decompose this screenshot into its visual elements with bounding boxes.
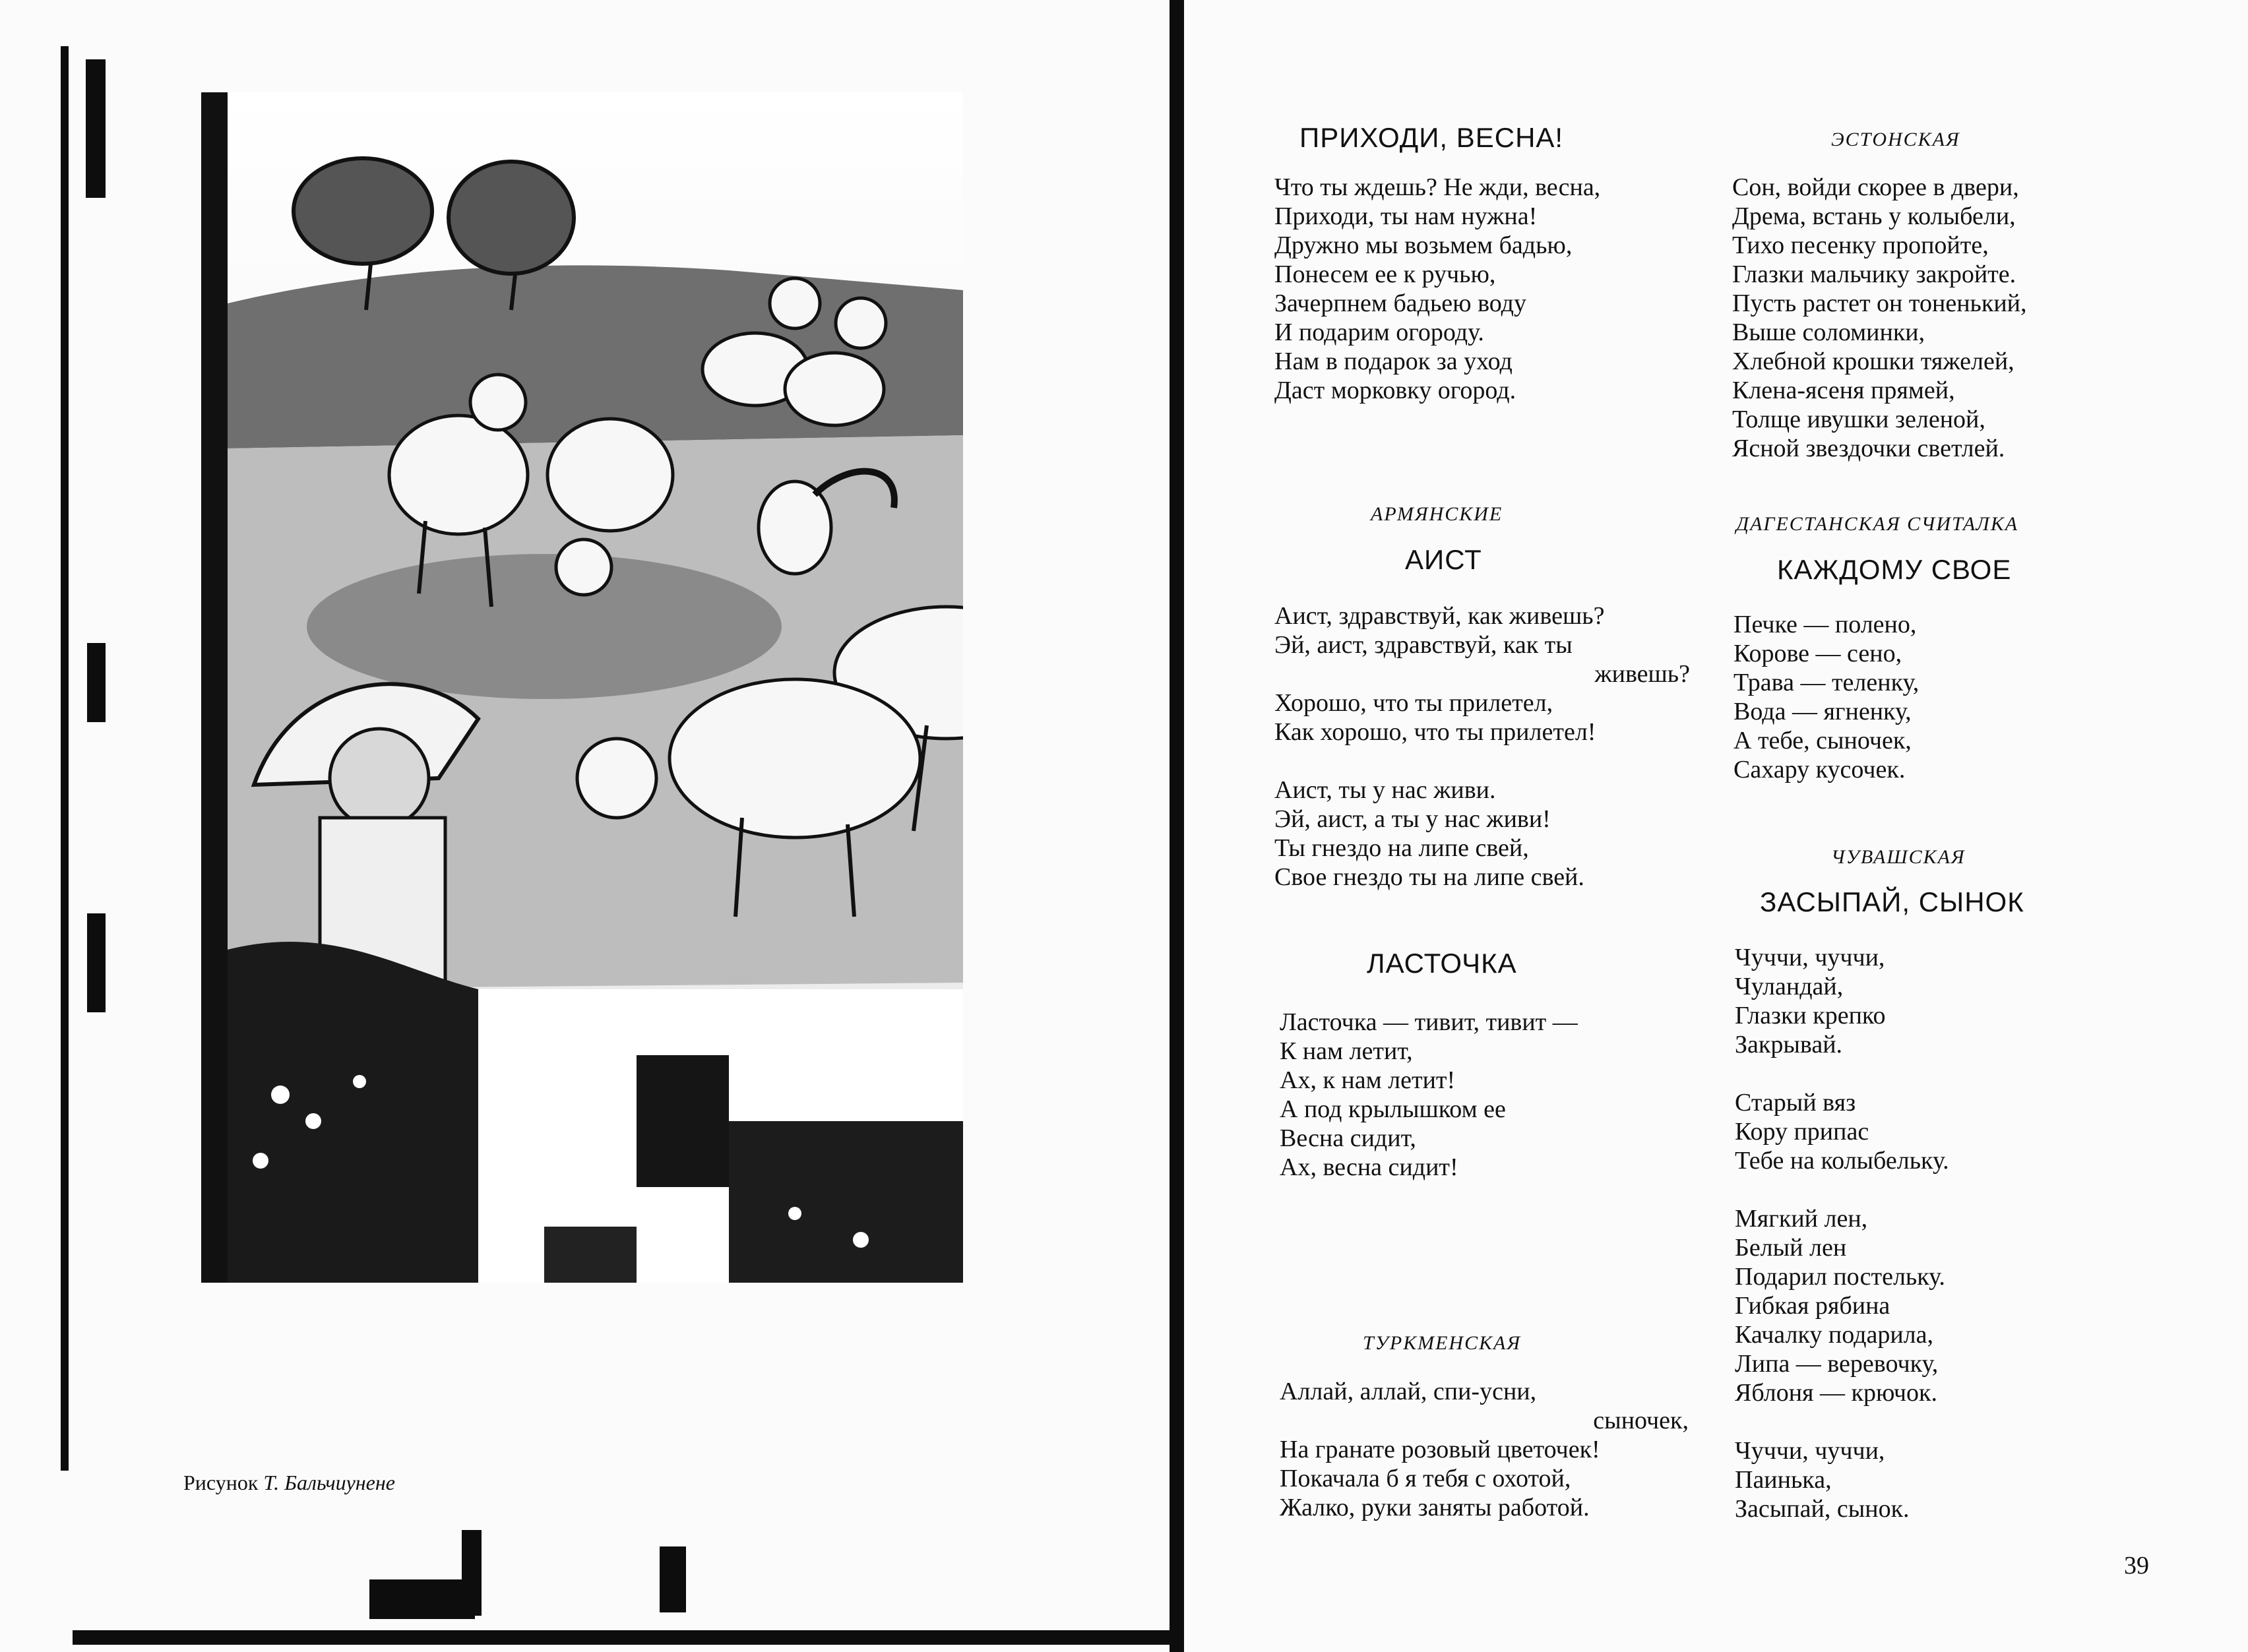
- poem-line: Ласточка — тивит, тивит —: [1280, 1008, 1578, 1036]
- scan-edge-left: [61, 46, 69, 1471]
- poem-line: живешь?: [1594, 660, 1690, 688]
- poem-kazhdomu-svoe: [1733, 610, 1919, 784]
- stanza-gap: [1735, 1059, 1949, 1088]
- poem-line: Чуландай,: [1735, 973, 1844, 1000]
- scan-edge-bottom: [73, 1630, 1174, 1645]
- poem-line: К нам летит,: [1280, 1037, 1413, 1065]
- poem-line: Глазки мальчику закройте.: [1732, 260, 2016, 288]
- poem-zasypai-synok: [1735, 943, 1949, 1523]
- poem-line: Жалко, руки заняты работой.: [1280, 1494, 1590, 1521]
- poem-line: Свое гнездо ты на липе свей.: [1274, 863, 1584, 891]
- poem-line: Эй, аист, здравствуй, как ты: [1274, 631, 1573, 659]
- poem-line: Ах, весна сидит!: [1280, 1153, 1458, 1181]
- poem-line: Приходи, ты нам нужна!: [1274, 202, 1538, 230]
- poem-line: Паинька,: [1735, 1466, 1832, 1494]
- poem-line: Чуччи, чуччи,: [1735, 944, 1885, 971]
- poem-line: Эй, аист, а ты у нас живи!: [1274, 805, 1551, 833]
- poem-line: Сон, войди скорее в двери,: [1732, 173, 2019, 201]
- poem-line: Выше соломинки,: [1732, 319, 1925, 346]
- caption-author: Т. Бальчиунене: [263, 1471, 395, 1494]
- scan-edge-left-mark: [86, 59, 106, 198]
- poem-line: Даст морковку огород.: [1274, 377, 1516, 404]
- poem-line: На гранате розовый цветочек!: [1280, 1436, 1600, 1463]
- poem-line: Засыпай, сынок.: [1735, 1495, 1910, 1523]
- poem-line: И подарим огороду.: [1274, 319, 1484, 346]
- poem-line: Качалку подарила,: [1735, 1321, 1933, 1349]
- poem-line: Корове — сено,: [1733, 640, 1902, 667]
- poem-line: Сахару кусочек.: [1733, 756, 1906, 783]
- poem-title-aist: АИСТ: [1405, 544, 1482, 575]
- poem-line: Трава — теленку,: [1733, 669, 1920, 696]
- origin-armenian: АРМЯНСКИЕ: [1371, 503, 1503, 525]
- poem-line: сыночек,: [1593, 1407, 1689, 1434]
- origin-dagestan: ДАГЕСТАНСКАЯ СЧИТАЛКА: [1736, 513, 2019, 535]
- poem-line: Старый вяз: [1735, 1089, 1856, 1117]
- poem-line: Пусть растет он тоненький,: [1732, 290, 2027, 317]
- poem-title-zasypai-synok: ЗАСЫПАЙ, СЫНОК: [1760, 886, 2024, 917]
- poem-line: Подарил постельку.: [1735, 1263, 1945, 1291]
- illustration-caption: [183, 1471, 395, 1495]
- poem-title-prihodi-vesna: ПРИХОДИ, ВЕСНА!: [1299, 122, 1564, 153]
- stanza-gap: [1274, 747, 1690, 776]
- poem-lastochka: [1280, 1008, 1578, 1182]
- poem-line: Закрывай.: [1735, 1031, 1843, 1058]
- scan-bottom-block: [369, 1579, 475, 1619]
- poem-aist: [1274, 601, 1690, 892]
- poem-line: Вода — ягненку,: [1733, 698, 1912, 725]
- book-illustration: [201, 92, 963, 1283]
- stanza-gap: [1735, 1175, 1949, 1204]
- poem-line: Белый лен: [1735, 1234, 1847, 1262]
- poem-line: Ясной звездочки светлей.: [1732, 435, 2005, 462]
- poem-line: Хлебной крошки тяжелей,: [1732, 348, 2014, 375]
- poem-line: Липа — веревочку,: [1735, 1350, 1939, 1378]
- poem-line: Понесем ее к ручью,: [1274, 260, 1496, 288]
- poem-line: Весна сидит,: [1280, 1124, 1416, 1152]
- poem-line: Мягкий лен,: [1735, 1205, 1868, 1233]
- poem-line: Зачерпнем бадьею воду: [1274, 290, 1526, 317]
- poem-line: Ты гнездо на липе свей,: [1274, 834, 1529, 862]
- caption-prefix: Рисунок: [183, 1471, 259, 1494]
- poem-line: А под крылышком ее: [1280, 1095, 1506, 1123]
- scan-edge-left-mark: [87, 913, 106, 1012]
- poem-line: Яблоня — крючок.: [1735, 1379, 1937, 1407]
- origin-turkmen: ТУРКМЕНСКАЯ: [1363, 1332, 1522, 1354]
- scan-bottom-block: [660, 1546, 686, 1612]
- poem-line: А тебе, сыночек,: [1733, 727, 1912, 754]
- poem-estonian: [1732, 173, 2027, 463]
- scan-gutter: [1170, 0, 1184, 1652]
- page-number: 39: [2124, 1552, 2149, 1579]
- poem-line: Аист, здравствуй, как живешь?: [1274, 602, 1605, 630]
- poem-prihodi-vesna: [1274, 173, 1600, 405]
- scan-edge-left-mark: [87, 643, 106, 722]
- poem-title-kazhdomu-svoe: КАЖДОМУ СВОЕ: [1777, 554, 2012, 585]
- stanza-gap: [1735, 1407, 1949, 1436]
- poem-line: Глазки крепко: [1735, 1002, 1886, 1029]
- poem-line: Печке — полено,: [1733, 611, 1917, 638]
- poem-line: Как хорошо, что ты прилетел!: [1274, 718, 1596, 746]
- poem-line: Что ты ждешь? Не жди, весна,: [1274, 173, 1601, 201]
- poem-line: Покачала б я тебя с охотой,: [1280, 1465, 1571, 1492]
- poem-line: Тебе на колыбельку.: [1735, 1147, 1949, 1175]
- poem-line: Аист, ты у нас живи.: [1274, 776, 1496, 804]
- poem-line: Нам в подарок за уход: [1274, 348, 1513, 375]
- origin-chuvash: ЧУВАШСКАЯ: [1831, 846, 1966, 868]
- poem-line: Аллай, аллай, спи-усни,: [1280, 1378, 1537, 1405]
- poem-line: Гибкая рябина: [1735, 1292, 1890, 1320]
- poem-line: Тихо песенку пропойте,: [1732, 231, 1989, 259]
- origin-estonian: ЭСТОНСКАЯ: [1831, 129, 1960, 150]
- poem-title-lastochka: ЛАСТОЧКА: [1367, 948, 1517, 979]
- poem-line: Чуччи, чуччи,: [1735, 1437, 1885, 1465]
- poem-line: Дрема, встань у колыбели,: [1732, 202, 2016, 230]
- poem-line: Хорошо, что ты прилетел,: [1274, 689, 1553, 717]
- poem-line: Толще ивушки зеленой,: [1732, 406, 1985, 433]
- poem-line: Клена-ясеня прямей,: [1732, 377, 1955, 404]
- poem-line: Ах, к нам летит!: [1280, 1066, 1456, 1094]
- poem-turkmen: [1280, 1377, 1689, 1522]
- poem-line: Кору припас: [1735, 1118, 1869, 1146]
- poem-line: Дружно мы возьмем бадью,: [1274, 231, 1573, 259]
